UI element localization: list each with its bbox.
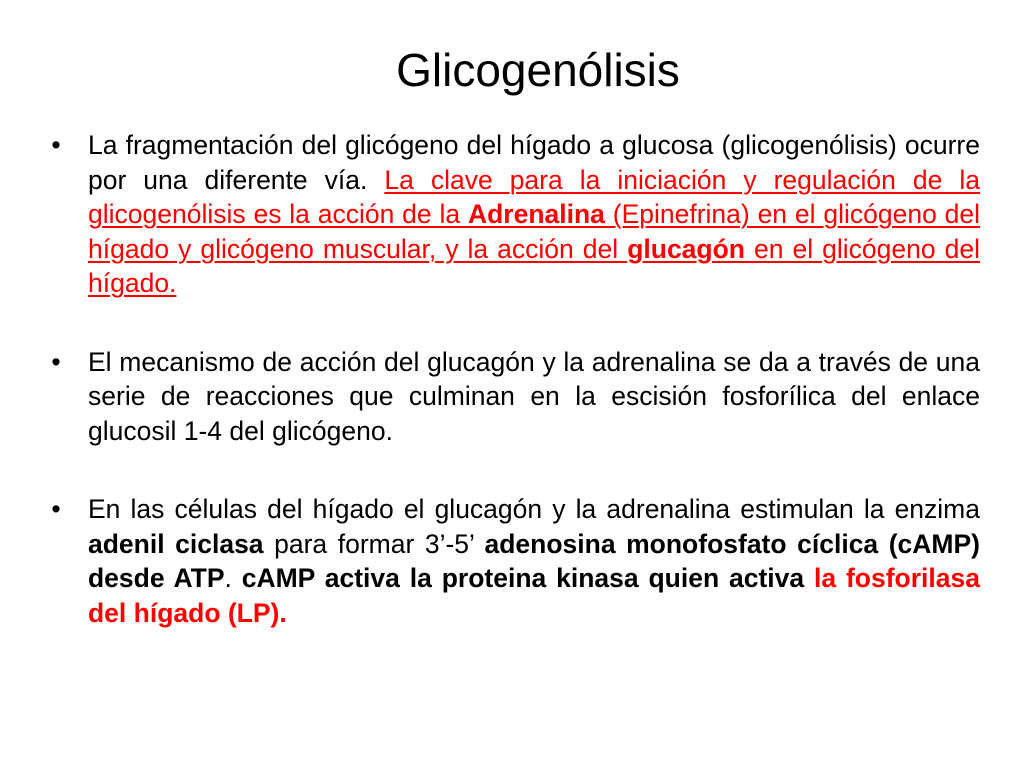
highlight-bold-text: Adrenalina xyxy=(467,199,605,229)
bullet-text: . xyxy=(224,563,242,593)
bullet-text: El mecanismo de acción del glucagón y la adrenalina se da a través de una serie de reacciones que culminan en la escisión fosforílica del enlace glucosil 1-4 del glicógeno. xyxy=(88,346,980,446)
bullet-marker: • xyxy=(51,346,61,377)
highlight-text: La clave para la iniciación y regulación de la glicogenólisis es la acción de la xyxy=(88,164,980,229)
highlight-text: (Epinefrina) en el glicógeno del hígado y glicógeno muscular, y la acción del xyxy=(88,199,981,264)
highlight-text: en el glicógeno del hígado. xyxy=(88,233,980,298)
bullet-item xyxy=(46,492,980,630)
highlight-bold-text: glucagón xyxy=(627,233,745,264)
bullet-item xyxy=(46,345,980,449)
bullet-item xyxy=(46,128,980,301)
bold-text: cAMP activa la proteina kinasa quien activa xyxy=(241,563,814,593)
bullet-text: para formar 3’-5’ xyxy=(263,528,485,559)
bullet-marker: • xyxy=(51,130,61,160)
bold-text: adenosina monofosfato cíclica (cAMP) desde ATP xyxy=(88,528,981,593)
bullet-marker: • xyxy=(51,494,61,524)
bullet-text: En las células del hígado el glucagón y la adrenalina estimulan la enzima xyxy=(88,494,980,524)
slide-title: Glicogenólisis xyxy=(396,44,680,96)
bullet-text: La fragmentación del glicógeno del hígado a glucosa (glicogenólisis) ocurre por una diferente vía. xyxy=(88,130,980,195)
bold-text: adenil ciclasa xyxy=(88,528,264,559)
bullet-list xyxy=(46,128,980,630)
highlight-bold-text: la fosforilasa del hígado (LP). xyxy=(88,563,980,628)
